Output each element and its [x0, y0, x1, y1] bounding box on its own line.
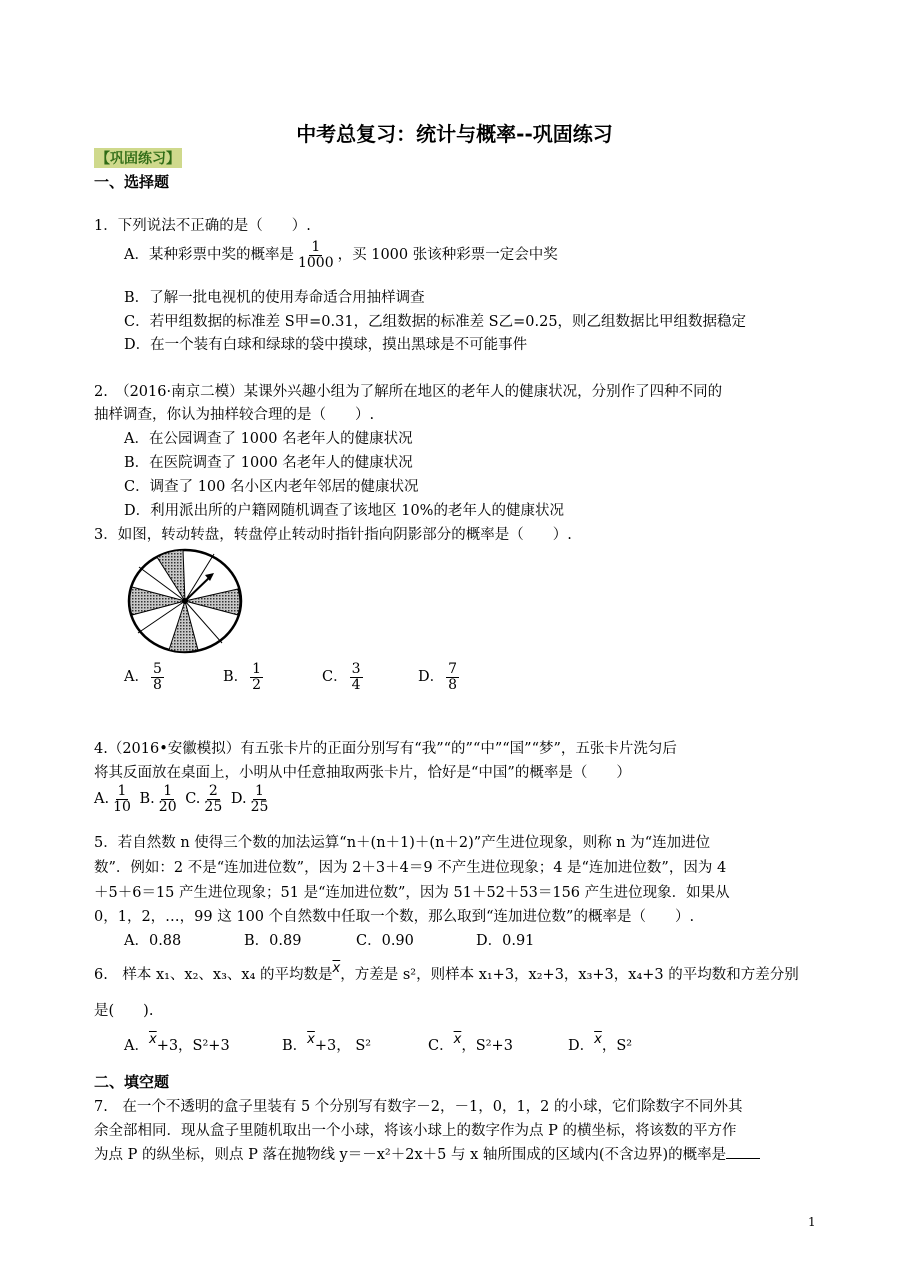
q1-option-a	[124, 240, 558, 270]
q4-option-b-num: 1	[163, 783, 173, 799]
q6-option-d	[568, 1034, 632, 1055]
q5-line4: 0，1，2，…，99 这 100 个自然数中任取一个数，那么取到“连加进位数”的概率是（ ）.	[94, 909, 695, 925]
q6-option-a-rest: +3，S²+3	[156, 1038, 230, 1054]
q4-option-c-den: 25	[204, 798, 223, 815]
q6-option-a-mean: $\overline{x}$	[148, 1032, 157, 1047]
q7-line3	[94, 1143, 760, 1164]
q4-option-a-label: A.	[94, 791, 110, 808]
q4-option-a-den: 10	[113, 798, 131, 815]
q7-line2: 余全部相同．现从盒子里随机取出一个小球，将该小球上的数字作为点 P 的横坐标，将该数的平方作	[94, 1123, 737, 1139]
q3-option-c-num: 3	[351, 661, 361, 677]
q3-option-a-num: 5	[152, 661, 162, 677]
q5-option-d: D．0.91	[476, 933, 535, 949]
q6-line2: 是( ).	[94, 1003, 154, 1019]
q7-line3-text: 为点 P 的纵坐标，则点 P 落在抛物线 y＝－x²＋2x＋5 与 x 轴所围成的区域内(不含边界)的概率是	[94, 1147, 727, 1163]
q6-option-b-rest: +3， S²	[314, 1038, 372, 1054]
q3-option-b-label: B．	[223, 669, 249, 686]
q1-option-a-post: ，买 1000 张该种彩票一定会中奖	[337, 247, 558, 264]
q6-option-d-rest: ，S²	[601, 1038, 633, 1054]
q3-option-c-den: 4	[351, 676, 361, 693]
q6-line1-pre: 6. 样本 x₁、x₂、x₃、x₄ 的平均数是	[94, 967, 333, 983]
q6-option-a	[124, 1034, 230, 1055]
q3-option-c-label: C．	[322, 669, 348, 686]
q2-option-d: D．利用派出所的户籍网随机调查了该地区 10%的老年人的健康状况	[124, 503, 564, 519]
q1-fraction-num: 1	[311, 239, 321, 255]
q4-option-d-label: D.	[230, 791, 247, 808]
q6-option-b-label: B．	[282, 1038, 308, 1054]
q3-option-c	[322, 662, 365, 692]
q5-option-c: C．0.90	[356, 933, 414, 949]
q3-option-a	[124, 662, 166, 692]
q3-option-d	[418, 662, 461, 692]
q6-option-c-rest: ，S²+3	[461, 1038, 513, 1054]
q4-option-a-num: 1	[117, 783, 127, 799]
q2-line2: 抽样调查，你认为抽样较合理的是（ ）.	[94, 407, 375, 423]
q1-stem: 1．下列说法不正确的是（ ）.	[94, 218, 311, 234]
q7-line1: 7. 在一个不透明的盒子里装有 5 个分别写有数字－2，－1，0，1，2 的小球，它们除数字不同外其	[94, 1099, 743, 1115]
q1-option-a-pre: A．某种彩票中奖的概率是	[124, 247, 294, 264]
q6-option-d-mean: $\overline{x}$	[594, 1032, 602, 1047]
q3-option-d-den: 8	[448, 676, 458, 693]
q4-options	[94, 784, 272, 814]
q2-option-b: B．在医院调查了 1000 名老年人的健康状况	[124, 455, 413, 471]
q3-option-d-num: 7	[448, 661, 458, 677]
q4-option-b-den: 20	[158, 798, 177, 815]
q1-option-d: D．在一个装有白球和绿球的袋中摸球，摸出黑球是不可能事件	[124, 337, 528, 353]
q4-line1: 4.（2016•安徽模拟）有五张卡片的正面分别写有“我”“的”“中”“国”“梦”，五张卡片洗匀后	[94, 741, 677, 757]
q1-fraction	[296, 240, 336, 270]
q6-line1-post: ，方差是 s²，则样本 x₁+3，x₂+3，x₃+3，x₄+3 的平均数和方差分别	[340, 967, 799, 983]
q4-line2: 将其反面放在桌面上，小明从中任意抽取两张卡片，恰好是“中国”的概率是（ ）	[94, 765, 631, 781]
section-heading-fill: 二、填空题	[94, 1073, 170, 1091]
section-heading-choice: 一、选择题	[94, 173, 170, 191]
q6-option-d-label: D．	[568, 1038, 595, 1054]
q3-option-d-label: D．	[418, 669, 445, 686]
q6-mean-symbol: $\overline{x}$	[332, 961, 341, 976]
q1-fraction-den: 1000	[297, 254, 334, 271]
q3-option-b	[223, 662, 265, 692]
q5-option-b: B．0.89	[244, 933, 302, 949]
q6-option-c-mean: $\overline{x}$	[453, 1032, 462, 1047]
q6-option-a-label: A．	[124, 1038, 149, 1054]
page-title: 中考总复习：统计与概率--巩固练习	[296, 122, 613, 146]
q4-option-c-num: 2	[208, 783, 218, 799]
q3-option-b-den: 2	[252, 676, 262, 693]
q3-option-b-num: 1	[252, 661, 262, 677]
q2-option-a: A．在公园调查了 1000 名老年人的健康状况	[124, 431, 413, 447]
q5-line1: 5．若自然数 n 使得三个数的加法运算“n＋(n＋1)＋(n＋2)”产生进位现象，则称 n 为“连加进位	[94, 835, 711, 851]
q6-line1	[94, 963, 799, 984]
q3-option-a-den: 8	[152, 676, 162, 693]
q6-option-b-mean: $\overline{x}$	[307, 1032, 315, 1047]
q2-line1: 2. （2016·南京二模）某课外兴趣小组为了解所在地区的老年人的健康状况，分别作了四种不同的	[94, 384, 723, 400]
q4-option-c-label: C.	[185, 791, 201, 808]
q6-option-c	[428, 1034, 513, 1055]
q2-option-c: C．调查了 100 名小区内老年邻居的健康状况	[124, 479, 419, 495]
q3-option-a-label: A．	[124, 669, 149, 686]
q4-option-b-label: B.	[139, 791, 155, 808]
q5-line2: 数”．例如：2 不是“连加进位数”，因为 2＋3＋4＝9 不产生进位现象；4 是“连加进位数”，因为 4	[94, 860, 727, 876]
q4-option-d-num: 1	[255, 783, 264, 799]
q1-option-b: B．了解一批电视机的使用寿命适合用抽样调查	[124, 290, 425, 306]
q5-option-a: A．0.88	[124, 933, 182, 949]
q5-line3: ＋5＋6＝15 产生进位现象；51 是“连加进位数”，因为 51＋52＋53＝156 产生进位现象．如果从	[94, 885, 730, 901]
page-number: 1	[808, 1215, 816, 1229]
q1-option-c: C．若甲组数据的标准差 S甲=0.31，乙组数据的标准差 S乙=0.25，则乙组数据比甲组数据稳定	[124, 314, 747, 330]
q6-option-c-label: C．	[428, 1038, 454, 1054]
q6-option-b	[282, 1034, 371, 1055]
q3-stem: 3．如图，转动转盘，转盘停止转动时指针指向阴影部分的概率是（ ）.	[94, 527, 572, 543]
q4-option-d-den: 25	[250, 798, 269, 815]
spinner-figure	[126, 547, 244, 655]
section-tag: 【巩固练习】	[94, 148, 182, 168]
q7-answer-blank[interactable]	[726, 1158, 760, 1159]
